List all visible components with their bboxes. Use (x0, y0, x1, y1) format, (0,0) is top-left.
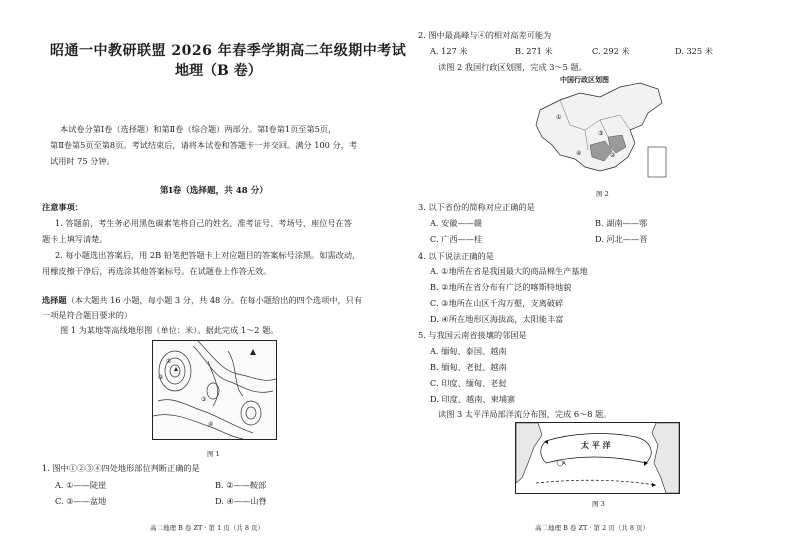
figure-2-intro: 读图 2 我国行政区划图，完成 3～5 题。 (438, 62, 587, 72)
svg-text:A: A (562, 461, 566, 467)
q3-option-b[interactable]: B. 湖南——鄂 (595, 218, 648, 228)
notice-heading: 注意事项： (42, 202, 83, 212)
q1-option-d[interactable]: D. ④——山脊 (215, 496, 267, 506)
intro-line-1: 本试卷分第Ⅰ卷（选择题）和第Ⅱ卷（综合题）两部分。第Ⅰ卷第1页至第5页， (60, 124, 337, 134)
page-2 (400, 0, 800, 550)
svg-text:①: ① (556, 114, 562, 121)
svg-text:②: ② (610, 152, 616, 159)
q3-option-c[interactable]: C. 广西——桂 (430, 234, 483, 244)
svg-text:③: ③ (598, 130, 604, 137)
q5-option-c[interactable]: C. 印度、缅甸、老挝 (430, 378, 507, 388)
q5-option-b[interactable]: B. 缅甸、老挝、越南 (430, 362, 507, 372)
notice-1-line-2: 题卡上填写清楚。 (42, 234, 108, 244)
notice-2-line-2: 用橡皮擦干净后，再选涂其他答案标号。在试题卷上作答无效。 (42, 266, 272, 276)
q5-option-a[interactable]: A. 缅甸、泰国、越南 (430, 346, 507, 356)
q2-option-a[interactable]: A. 127 米 (430, 46, 468, 56)
figure-2-china-map (530, 75, 670, 185)
q2-option-c[interactable]: C. 292 米 (592, 46, 630, 56)
intro-line-2: 第Ⅱ卷第5页至第8页。考试结束后，请将本试卷和答题卡一并交回。满分 100 分，考 (50, 140, 358, 150)
svg-text:④: ④ (576, 150, 582, 157)
exam-title: 昭通一中教研联盟 2026 年春季学期高二年级期中考试 (50, 43, 407, 59)
q3-option-d[interactable]: D. 河北——晋 (595, 234, 648, 244)
figure-1-contour-map (152, 340, 277, 440)
page-1-footer: 高二地理 B 卷 ZT · 第 1 页（共 8 页） (150, 524, 265, 532)
svg-text:④: ④ (208, 421, 214, 428)
part-one-heading: 第Ⅰ卷（选择题，共 48 分） (160, 186, 268, 196)
q4-option-d[interactable]: D. ④所在地形区海拔高，太阳能丰富 (430, 314, 564, 324)
notice-1-line-1: 1. 答题前，考生务必用黑色碳素笔将自己的姓名、准考证号、考场号、座位号在答 (55, 218, 352, 228)
question-4: 4. 以下说法正确的是 (418, 251, 494, 261)
page-2-footer: 高二地理 B 卷 ZT · 第 2 页（共 8 页） (535, 524, 650, 532)
question-3: 3. 以下省份的简称对应正确的是 (418, 202, 535, 212)
ocean-currents-icon (516, 423, 679, 493)
q1-option-b[interactable]: B. ②——鞍部 (215, 480, 267, 490)
q4-option-b[interactable]: B. ②地所在省分布有广泛的喀斯特地貌 (430, 282, 572, 292)
notice-2-line-1: 2. 每小题选出答案后，用 2B 铅笔把答题卡上对应题目的答案标号涂黑。如需改动， (55, 250, 361, 260)
q1-option-c[interactable]: C. ③——盆地 (55, 496, 107, 506)
q4-option-a[interactable]: A. ①地所在省是我国最大的商品棉生产基地 (430, 266, 588, 276)
q3-option-a[interactable]: A. 安徽——赣 (430, 218, 483, 228)
question-2: 2. 图中最高峰与④的相对高差可能为 (418, 30, 552, 40)
figure-2-title: 中国行政区划图 (560, 76, 609, 84)
figure-2-caption: 图 2 (596, 190, 609, 198)
svg-text:②: ② (158, 374, 164, 381)
contour-lines-icon (153, 341, 276, 439)
figure-3-ocean-label: 太 平 洋 (581, 441, 611, 450)
svg-text:③: ③ (201, 396, 207, 403)
q1-option-a[interactable]: A. ①——陡崖 (55, 480, 107, 490)
section-instructions-line-1 (42, 295, 362, 306)
q2-option-b[interactable]: B. 271 米 (515, 46, 553, 56)
section-instructions-text: （本大题共 16 小题，每小题 3 分，共 48 分。在每小题给出的四个选项中，只有 (66, 295, 363, 305)
q5-option-d[interactable]: D. 印度、越南、柬埔寨 (430, 394, 516, 404)
figure-3-caption: 图 3 (592, 500, 605, 508)
svg-text:①: ① (166, 358, 172, 365)
exam-subtitle: 地理（B 卷） (175, 63, 262, 79)
figure-3-pacific-currents-map (515, 422, 680, 494)
q2-option-d[interactable]: D. 325 米 (675, 46, 713, 56)
figure-1-intro: 图 1 为某地等高线地形图（单位：米）。据此完成 1～2 题。 (60, 325, 279, 335)
section-instructions-line-2: 一项是符合题目要求的） (42, 310, 133, 320)
intro-line-3: 试用时 75 分钟。 (50, 156, 115, 166)
q4-option-c[interactable]: C. ③地所在山区千沟万壑，支离破碎 (430, 298, 564, 308)
question-5: 5. 与我国云南省接壤的邻国是 (418, 330, 527, 340)
section-heading: 选择题 (42, 295, 67, 305)
china-map-icon (530, 75, 670, 185)
figure-1-caption: 图 1 (207, 450, 220, 458)
figure-3-intro: 读图 3 太平洋局部洋流分布图，完成 6～8 题。 (438, 409, 612, 419)
question-1: 1. 图中①②③④四处地形部位判断正确的是 (42, 463, 200, 473)
